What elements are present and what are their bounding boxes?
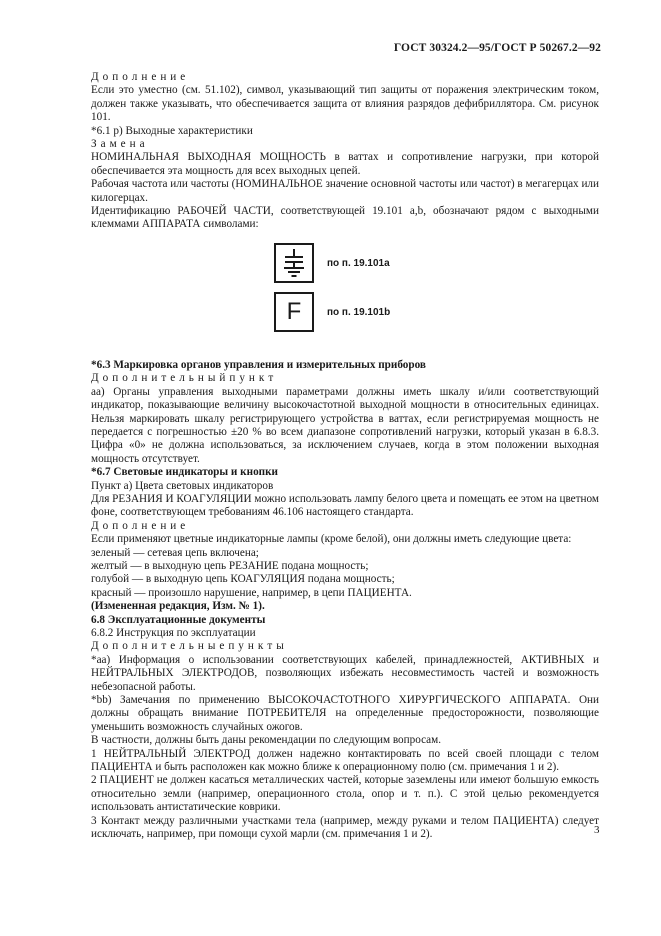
recommendation-3: 3 Контакт между различными участками тела (например, между руками и телом ПАЦИЕНТА) следует исключать, например, при помощи сухой марли (см. примечания 1 и 2). xyxy=(91,814,599,841)
paragraph-aa-cables: *аа) Информация о использовании соответствующих кабелей, принадлежностей, АКТИВНЫХ и НЕЙТРАЛЬНЫХ ЭЛЕКТРОДОВ, позволяющих избежать несовместимость частей и возможность небезопасной работы. xyxy=(91,653,599,693)
symbols-figure xyxy=(91,239,599,353)
recommendation-2: 2 ПАЦИЕНТ не должен касаться металлических частей, которые заземлены или имеют большую емкость относительно земли (например, операционного стола, опор и т. п.). С этой целью рекомендуется использовать антистатические коврики. xyxy=(91,774,599,814)
recommendation-1: 1 НЕЙТРАЛЬНЫЙ ЭЛЕКТРОД должен надежно контактировать по всей своей площади с телом ПАЦИЕНТА и быть расположен как можно ближе к операционному полю (см. примечания 1 и 2). xyxy=(91,747,599,774)
clause-6-8-2: 6.8.2 Инструкция по эксплуатации xyxy=(91,627,256,639)
paragraph-white-lamp: Для РЕЗАНИЯ И КОАГУЛЯЦИИ можно использовать лампу белого цвета и помещать ее этом на цветном фоне, соответствующем требованиям 46.106 настоящего стандарта. xyxy=(91,492,599,519)
amendment-note: (Измененная редакция, Изм. № 1). xyxy=(91,600,265,613)
paragraph-aa-controls: аа) Органы управления выходными параметрами должны иметь шкалу и/или соответствующий индикатор, показывающие величину высокочастотной выходной мощности в относительных единицах. Нельзя маркировать шкалу регистрирующего устройства в ваттах, если регистрируемая мощность не передается с погрешностью ±20 % во всем диапазоне сопротивлений нагрузки, который указан в 6.8.3. Цифра «0» не должна использоваться, за исключением случаев, когда в этом положении выходная мощность отсутствует. xyxy=(91,385,599,465)
symbol-a-label: по п. 19.101a xyxy=(327,257,390,269)
paragraph-recommendations: В частности, должны быть даны рекомендации по следующим вопросам. xyxy=(91,734,442,747)
page-number: 3 xyxy=(594,824,600,836)
list-item-green: зеленый — сетевая цепь включена; xyxy=(91,546,259,559)
supplement-heading-1: Д о п о л н е н и е xyxy=(91,71,186,83)
floating-symbol-box xyxy=(274,292,314,332)
clause-6-7-heading: *6.7 Световые индикаторы и кнопки xyxy=(91,466,279,479)
additional-clause-heading: Д о п о л н и т е л ь н ы й п у н к т xyxy=(91,372,274,385)
list-item-red: красный — произошло нарушение, например, в цепи ПАЦИЕНТА. xyxy=(91,586,412,599)
list-item-blue: голубой — в выходную цепь КОАГУЛЯЦИЯ подана мощность; xyxy=(91,573,395,586)
list-item-yellow: желтый — в выходную цепь РЕЗАНИЕ подана мощность; xyxy=(91,559,369,572)
clause-6-8-heading: 6.8 Эксплуатационные документы xyxy=(91,613,266,626)
earth-ground-icon xyxy=(276,245,312,281)
paragraph-bb-remarks: *bb) Замечания по применению ВЫСОКОЧАСТОТНОГО ХИРУРГИЧЕСКОГО АППАРАТА. Они должны обращать внимание ПОТРЕБИТЕЛЯ на определенные предосторожности, позволяющие уменьшить возможность случайных ожогов. xyxy=(91,694,599,733)
additional-clauses-heading: Д о п о л н и т е л ь н ы е п у н к т ы xyxy=(91,640,285,653)
clause-6-3-heading: *6.3 Маркировка органов управления и измерительных приборов xyxy=(91,358,426,371)
clause-a-colors: Пункт а) Цвета световых индикаторов xyxy=(91,479,274,492)
paragraph-applied-part: Идентификацию РАБОЧЕЙ ЧАСТИ, соответствующей 19.101 a,b, обозначают рядом с выходными клеммами АППАРАТА символами: xyxy=(91,205,599,231)
clause-6-1-p: *6.1 р) Выходные характеристики xyxy=(91,124,253,137)
paragraph-frequency: Рабочая частота или частоты (НОМИНАЛЬНОЕ значение основной частоты или частот) в мегагерцах или килогерцах. xyxy=(91,178,599,204)
paragraph-defibrillator: Если это уместно (см. 51.102), символ, указывающий тип защиты от поражения электрическим током, должен также указывать, что обеспечивается защита от влияния разрядов дефибриллятора. См. рисунок 101. xyxy=(91,84,599,124)
page-body xyxy=(91,71,599,842)
page-header: ГОСТ 30324.2—95/ГОСТ Р 50267.2—92 xyxy=(393,42,601,54)
replacement-heading: З а м е н а xyxy=(91,138,146,151)
floating-f-symbol: F xyxy=(286,298,302,326)
ground-symbol-box xyxy=(274,243,314,283)
paragraph-rated-power: НОМИНАЛЬНАЯ ВЫХОДНАЯ МОЩНОСТЬ в ваттах и сопротивление нагрузки, при которой обеспечивается эта мощность для всех выходных цепей. xyxy=(91,151,599,177)
paragraph-colored-lamps: Если применяют цветные индикаторные лампы (кроме белой), они должны иметь следующие цвета: xyxy=(91,533,572,546)
supplement-heading-2: Д о п о л н е н и е xyxy=(91,519,186,532)
symbol-b-label: по п. 19.101b xyxy=(327,306,391,318)
